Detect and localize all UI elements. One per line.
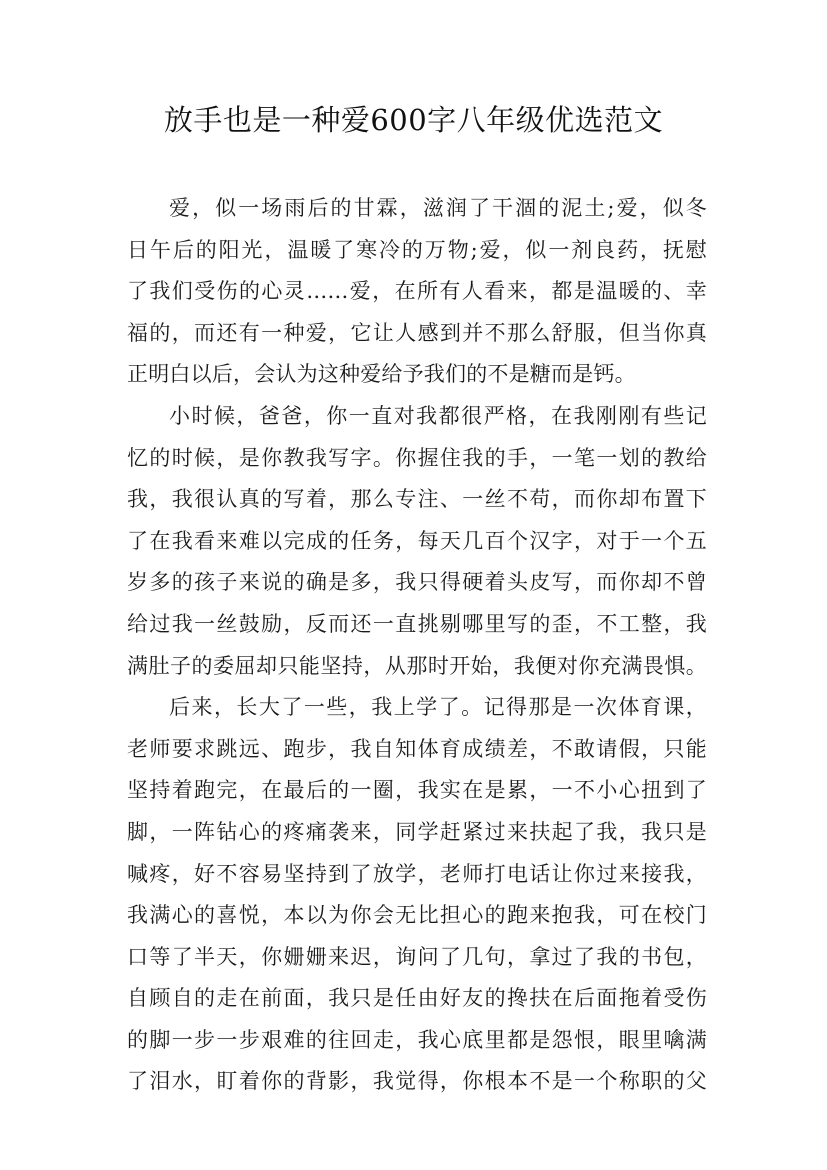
document-body — [127, 188, 707, 1103]
paragraph-2-line-5: 岁多的孩子来说的确是多，我只得硬着头皮写，而你却不曾 — [127, 570, 707, 595]
paragraph-3-line-1: 后来，长大了一些，我上学了。记得那是一次体育课， — [169, 695, 707, 720]
paragraph-3-line-9: 的脚一步一步艰难的往回走，我心底里都是怨恨，眼里噙满 — [127, 1027, 707, 1052]
paragraph-1-line-5: 正明白以后，会认为这种爱给予我们的不是糖而是钙。 — [127, 362, 636, 387]
document-title: 放手也是一种爱600字八年级优选范文 — [163, 103, 664, 137]
paragraph-1-line-2: 日午后的阳光，温暖了寒冷的万物;爱，似一剂良药，抚慰 — [127, 237, 707, 262]
paragraph-1-line-4: 福的，而还有一种爱，它让人感到并不那么舒服，但当你真 — [127, 320, 707, 345]
paragraph-2-line-7: 满肚子的委屈却只能坚持，从那时开始，我便对你充满畏惧。 — [127, 653, 707, 678]
paragraph-2-line-2: 忆的时候，是你教我写字。你握住我的手，一笔一划的教给 — [127, 445, 707, 470]
paragraph-3-line-5: 喊疼，好不容易坚持到了放学，老师打电话让你过来接我， — [127, 861, 707, 886]
paragraph-1-line-1: 爱，似一场雨后的甘霖，滋润了干涸的泥土;爱，似冬 — [169, 196, 707, 220]
paragraph-3-line-10: 了泪水，盯着你的背影，我觉得，你根本不是一个称职的父 — [127, 1069, 707, 1094]
paragraph-3-line-6: 我满心的喜悦，本以为你会无比担心的跑来抱我，可在校门 — [127, 903, 707, 928]
paragraph-2-line-1: 小时候，爸爸，你一直对我都很严格，在我刚刚有些记 — [169, 403, 707, 428]
paragraph-3-line-3: 坚持着跑完，在最后的一圈，我实在是累，一不小心扭到了 — [127, 778, 707, 803]
paragraph-2-line-3: 我，我很认真的写着，那么专注、一丝不苟，而你却布置下 — [127, 487, 707, 512]
paragraph-2-line-4: 了在我看来难以完成的任务，每天几百个汉字，对于一个五 — [127, 528, 707, 553]
paragraph-1-line-3: 了我们受伤的心灵……爱，在所有人看来，都是温暖的、幸 — [127, 279, 707, 304]
paragraph-3-line-8: 自顾自的走在前面，我只是任由好友的搀扶在后面拖着受伤 — [127, 986, 707, 1011]
paragraph-2-line-6: 给过我一丝鼓励，反而还一直挑剔哪里写的歪，不工整，我 — [127, 611, 707, 636]
paragraph-3-line-2: 老师要求跳远、跑步，我自知体育成绩差，不敢请假，只能 — [127, 736, 707, 761]
paragraph-3-line-4: 脚，一阵钻心的疼痛袭来，同学赶紧过来扶起了我，我只是 — [127, 819, 707, 844]
paragraph-3-line-7: 口等了半天，你姗姗来迟，询问了几句，拿过了我的书包， — [127, 944, 707, 969]
